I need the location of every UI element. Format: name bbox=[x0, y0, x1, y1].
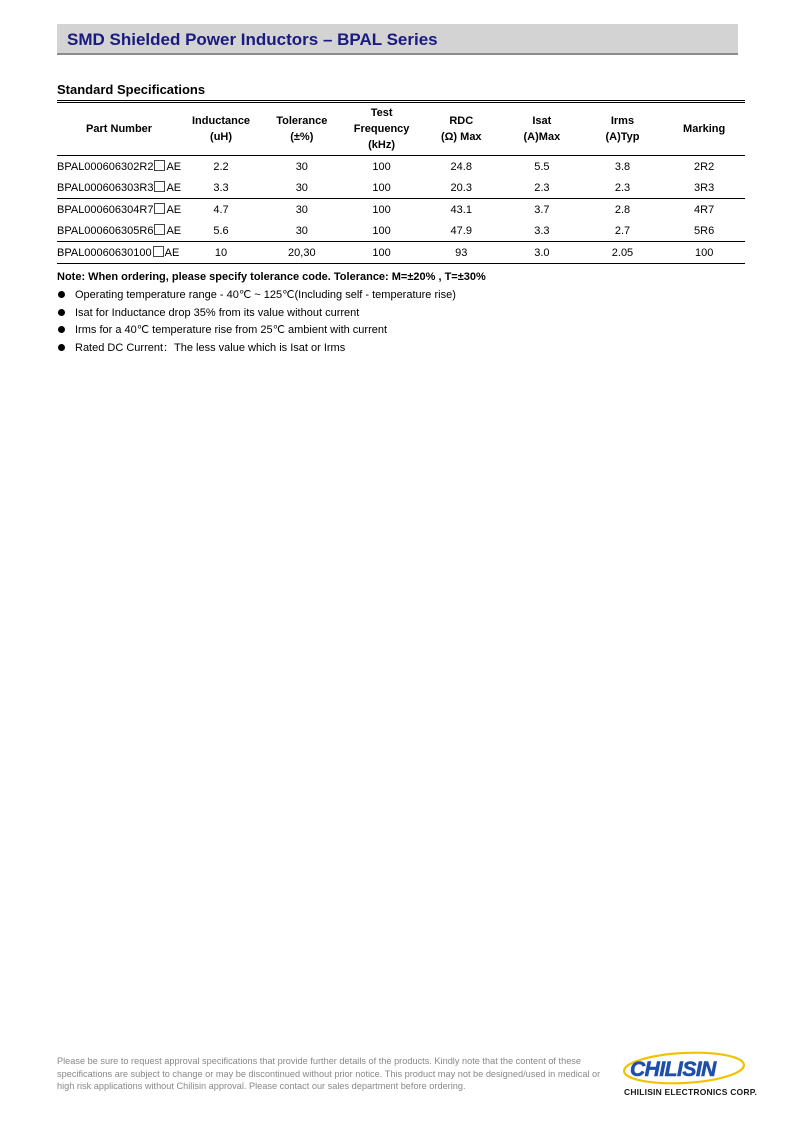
isat-cell: 3.0 bbox=[502, 242, 582, 264]
column-header-irms: Irms (A)Typ bbox=[605, 115, 640, 143]
table-row bbox=[57, 242, 745, 264]
rdc-cell: 47.9 bbox=[421, 220, 503, 242]
column-header-rdc: RDC (Ω) Max bbox=[440, 115, 482, 143]
inductance-cell: 2.2 bbox=[213, 160, 229, 173]
section-title: Standard Specifications bbox=[57, 82, 206, 97]
inductance-cell: 3.3 bbox=[181, 177, 261, 199]
column-header-inductance: Inductance (uH) bbox=[191, 115, 251, 143]
company-name: CHILISIN ELECTRONICS CORP. bbox=[624, 1087, 758, 1097]
rdc-cell: 43.1 bbox=[450, 203, 472, 216]
marking-cell: 4R7 bbox=[694, 203, 715, 216]
rdc-cell: 93 bbox=[421, 242, 503, 264]
test-frequency-cell: 100 bbox=[343, 177, 421, 199]
column-header-test-frequency: Test Frequency (kHz) bbox=[353, 107, 410, 151]
part-number-cell: BPAL00060630100 AE bbox=[57, 242, 181, 264]
part-number-cell: BPAL000606305R6 AE bbox=[57, 220, 181, 242]
list-item: Irms for a 40℃ temperature rise from 25℃ ambient with current bbox=[57, 323, 456, 341]
tolerance-cell: 30 bbox=[261, 177, 343, 199]
tolerance-code-box bbox=[154, 224, 165, 235]
rdc-cell: 24.8 bbox=[450, 160, 472, 173]
irms-cell: 2.7 bbox=[582, 220, 664, 242]
irms-cell: 2.3 bbox=[582, 177, 664, 199]
tolerance-cell: 20,30 bbox=[261, 242, 343, 264]
isat-cell: 2.3 bbox=[502, 177, 582, 199]
tolerance-cell: 30 bbox=[261, 220, 343, 242]
inductance-cell: 10 bbox=[181, 242, 261, 264]
irms-cell: 2.8 bbox=[614, 203, 631, 216]
footer-disclaimer: Please be sure to request approval specifications that provide further details of the products. Kindly note that the content of these specifications are subject to change or may be discontinued without prior notice. This product may not be designed/used in medical or high risk applications without Chilisin approval. Please contact our sales department before ordering. bbox=[57, 1056, 601, 1091]
marking-cell: 3R3 bbox=[663, 177, 745, 199]
table-row bbox=[57, 156, 745, 178]
tolerance-code-box bbox=[154, 160, 165, 171]
table-row bbox=[57, 220, 745, 242]
tolerance-code-box bbox=[154, 181, 165, 192]
isat-cell: 5.5 bbox=[534, 160, 550, 173]
isat-cell: 3.7 bbox=[534, 203, 550, 216]
column-header-part-number: Part Number bbox=[86, 123, 153, 135]
part-number-cell: BPAL000606304R7 AE bbox=[57, 204, 182, 216]
marking-cell: 5R6 bbox=[663, 220, 745, 242]
rdc-cell: 20.3 bbox=[421, 177, 503, 199]
irms-cell: 2.05 bbox=[582, 242, 664, 264]
spec-notes-list bbox=[57, 288, 456, 358]
inductance-cell: 4.7 bbox=[213, 203, 229, 216]
tolerance-code-box bbox=[153, 246, 164, 257]
tolerance-cell: 30 bbox=[295, 203, 308, 216]
list-item: Isat for Inductance drop 35% from its value without current bbox=[57, 306, 456, 324]
list-item: Rated DC Current：The less value which is Isat or Irms bbox=[57, 341, 456, 359]
marking-cell: 100 bbox=[663, 242, 745, 264]
column-header-isat: Isat (A)Max bbox=[523, 115, 561, 143]
svg-text:CHILISIN: CHILISIN bbox=[630, 1058, 716, 1081]
list-item: Operating temperature range - 40℃ ~ 125℃(Including self - temperature rise) bbox=[57, 288, 456, 306]
test-frequency-cell: 100 bbox=[372, 203, 391, 216]
table-header-row bbox=[57, 102, 745, 156]
irms-cell: 3.8 bbox=[614, 160, 631, 173]
test-frequency-cell: 100 bbox=[343, 242, 421, 264]
isat-cell: 3.3 bbox=[502, 220, 582, 242]
marking-cell: 2R2 bbox=[694, 160, 715, 173]
ordering-note: Note: When ordering, please specify tolerance code. Tolerance: M=±20% , T=±30% bbox=[57, 271, 486, 283]
column-header-tolerance: Tolerance (±%) bbox=[276, 115, 328, 143]
table-row bbox=[57, 199, 745, 221]
inductance-cell: 5.6 bbox=[181, 220, 261, 242]
table-row bbox=[57, 177, 745, 199]
part-number-cell: BPAL000606303R3 AE bbox=[57, 177, 181, 199]
page-title: SMD Shielded Power Inductors – BPAL Series bbox=[67, 30, 438, 49]
part-number-cell: BPAL000606302R2 AE bbox=[57, 161, 182, 173]
column-header-marking: Marking bbox=[683, 123, 726, 135]
test-frequency-cell: 100 bbox=[372, 160, 391, 173]
tolerance-code-box bbox=[154, 203, 165, 214]
test-frequency-cell: 100 bbox=[343, 220, 421, 242]
tolerance-cell: 30 bbox=[295, 160, 308, 173]
page-title-bar bbox=[57, 24, 738, 55]
specifications-table bbox=[57, 100, 745, 264]
